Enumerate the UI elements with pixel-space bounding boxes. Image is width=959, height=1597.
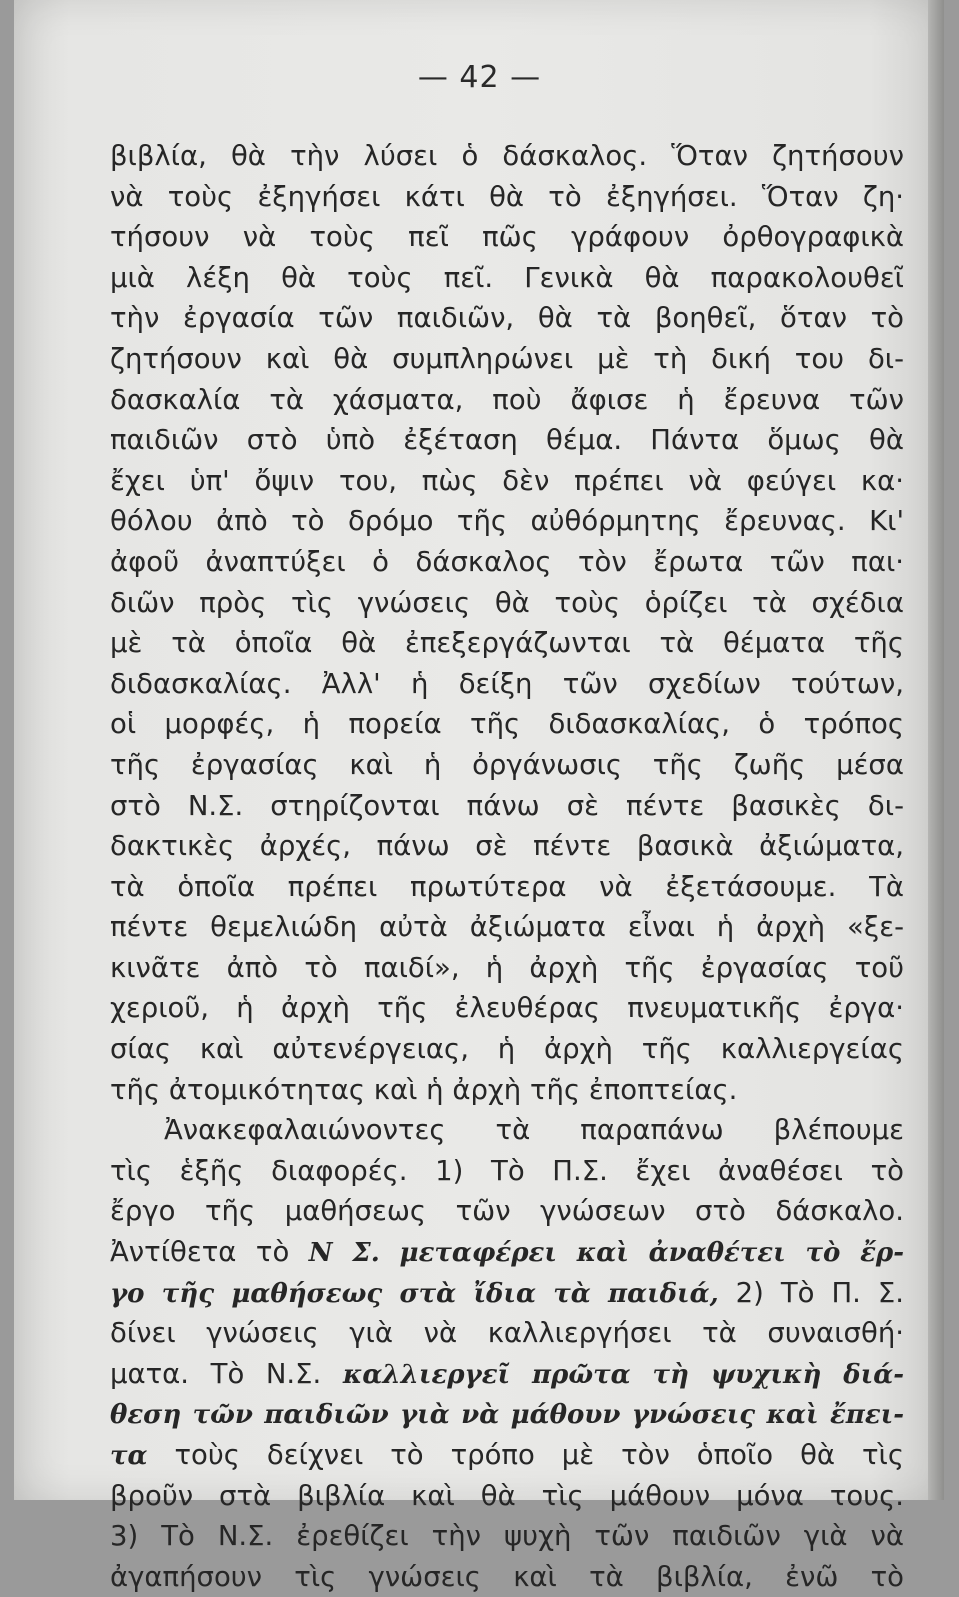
text-line: [110, 298, 904, 339]
text-segment: χεριοῦ, ἡ ἀρχὴ τῆς ἐλευθέρας πνευματικῆς ἐργα·: [110, 992, 904, 1025]
text-segment: τοὺς δείχνει τὸ τρόπο μὲ τὸν ὁποῖο θὰ τὶς: [147, 1439, 904, 1471]
text-segment: 2) Τὸ Π. Σ.: [718, 1276, 904, 1309]
text-segment: παιδιῶν στὸ ὑπὸ ἐξέταση θέμα. Πάντα ὅμως θὰ: [110, 424, 904, 457]
text-line: [110, 1557, 904, 1597]
body-text: [110, 136, 904, 1597]
text-line: [110, 1110, 904, 1151]
text-segment: τῆς ἀτομικότητας καὶ ἡ ἀρχὴ τῆς ἐποπτείας.: [110, 1073, 738, 1106]
text-segment: θόλου ἀπὸ τὸ δρόμο τῆς αὐθόρμητης ἔρευνας. Κι': [110, 505, 904, 538]
text-segment: δασκαλία τὰ χάσματα, ποὺ ἄφισε ἡ ἔρευνα τῶν: [110, 383, 904, 416]
text-segment: διῶν πρὸς τὶς γνώσεις θὰ τοὺς ὁρίζει τὰ σχέδια: [110, 586, 904, 619]
text-segment: κινᾶτε ἀπὸ τὸ παιδί», ἡ ἀρχὴ τῆς ἐργασίας τοῦ: [110, 951, 904, 984]
text-line: [110, 136, 904, 177]
text-segment: δακτικὲς ἀρχές, πάνω σὲ πέντε βασικὰ ἀξιώματα,: [110, 830, 904, 863]
text-line: [110, 177, 904, 218]
page-binding-edge: [928, 0, 944, 1500]
text-segment: μιὰ λέξη θὰ τοὺς πεῖ. Γενικὰ θὰ παρακολουθεῖ: [110, 261, 904, 294]
text-line: [110, 1476, 904, 1517]
text-segment: τῆς ἐργασίας καὶ ἡ ὀργάνωσις τῆς ζωῆς μέσα: [110, 748, 904, 781]
text-line: [110, 1070, 904, 1111]
text-line: [110, 1394, 904, 1435]
text-segment: βιβλία, θὰ τὴν λύσει ὁ δάσκαλος. Ὅταν ζητήσουν: [110, 140, 904, 172]
text-line: [110, 420, 904, 461]
text-line: [110, 1313, 904, 1354]
text-segment: πέντε θεμελιώδη αὐτὰ ἀξιώματα εἶναι ἡ ἀρχὴ «ξε-: [110, 911, 904, 944]
text-segment: τὶς ἑξῆς διαφορές. 1) Τὸ Π.Σ. ἔχει ἀναθέσει τὸ: [110, 1154, 904, 1187]
text-line: [110, 217, 904, 258]
text-line: [110, 664, 904, 705]
text-line: [110, 1273, 904, 1314]
text-line: [110, 786, 904, 827]
text-line: [110, 1516, 904, 1557]
text-line: [110, 258, 904, 299]
text-segment: δίνει γνώσεις γιὰ νὰ καλλιεργήσει τὰ συναισθή·: [110, 1317, 904, 1350]
text-line: [110, 339, 904, 380]
text-segment: νὰ τοὺς ἐξηγήσει κάτι θὰ τὸ ἐξηγήσει. Ὅταν ζη·: [110, 180, 904, 213]
text-segment: οἱ μορφές, ἡ πορεία τῆς διδασκαλίας, ὁ τρόπος: [110, 708, 904, 741]
text-line: [110, 1435, 904, 1476]
text-segment: ἀγαπήσουν τὶς γνώσεις καὶ τὰ βιβλία, ἐνῶ τὸ: [110, 1560, 904, 1593]
text-line: [110, 988, 904, 1029]
text-segment: Ἀντίθετα τὸ: [110, 1236, 309, 1269]
text-segment: σίας καὶ αὐτενέργειας, ἡ ἀρχὴ τῆς καλλιεργείας: [110, 1033, 904, 1066]
text-segment: μὲ τὰ ὁποῖα θὰ ἐπεξεργάζωνται τὰ θέματα τῆς: [110, 627, 904, 660]
text-line: [110, 948, 904, 989]
italic-text-segment: γο τῆς μαθήσεως στὰ ἴδια τὰ παιδιά,: [110, 1278, 719, 1309]
text-segment: τὰ ὁποῖα πρέπει πρωτύτερα νὰ ἐξετάσουμε. Τὰ: [110, 870, 904, 903]
text-line: [110, 501, 904, 542]
page-number: — 42 —: [417, 60, 542, 95]
text-line: [110, 826, 904, 867]
text-line: [110, 542, 904, 583]
text-line: [110, 1151, 904, 1192]
text-line: [110, 1191, 904, 1232]
italic-text-segment: Ν Σ. μεταφέρει καὶ ἀναθέτει τὸ ἔρ-: [308, 1238, 904, 1269]
text-line: [110, 1232, 904, 1273]
text-line: [110, 380, 904, 421]
text-line: [110, 1029, 904, 1070]
italic-text-segment: θεση τῶν παιδιῶν γιὰ νὰ μάθουν γνώσεις καὶ ἔπει-: [110, 1400, 904, 1431]
text-segment: τήσουν νὰ τοὺς πεῖ πῶς γράφουν ὀρθογραφικὰ: [110, 221, 904, 254]
text-line: [110, 583, 904, 624]
text-line: [110, 623, 904, 664]
text-segment: ματα. Τὸ Ν.Σ.: [110, 1357, 343, 1390]
text-segment: βροῦν στὰ βιβλία καὶ θὰ τὶς μάθουν μόνα τους.: [110, 1479, 904, 1512]
text-line: [110, 461, 904, 502]
text-segment: διδασκαλίας. Ἀλλ' ἡ δείξη τῶν σχεδίων τούτων,: [110, 667, 904, 700]
italic-text-segment: καλλιεργεῖ πρῶτα τὴ ψυχικὴ διά-: [342, 1359, 904, 1390]
text-line: [110, 867, 904, 908]
text-segment: ἔχει ὑπ' ὄψιν του, πὼς δὲν πρέπει νὰ φεύγει κα·: [110, 464, 904, 497]
text-segment: τὴν ἐργασία τῶν παιδιῶν, θὰ τὰ βοηθεῖ, ὅταν τὸ: [110, 302, 904, 335]
text-line: [110, 745, 904, 786]
text-line: [110, 704, 904, 745]
text-line: [110, 1354, 904, 1395]
text-segment: στὸ Ν.Σ. στηρίζονται πάνω σὲ πέντε βασικὲς δι-: [110, 789, 904, 822]
text-segment: ἔργο τῆς μαθήσεως τῶν γνώσεων στὸ δάσκαλο.: [110, 1195, 904, 1228]
text-segment: ζητήσουν καὶ θὰ συμπληρώνει μὲ τὴ δική του δι-: [110, 342, 904, 375]
text-segment: 3) Τὸ Ν.Σ. ἐρεθίζει τὴν ψυχὴ τῶν παιδιῶν γιὰ νὰ: [110, 1520, 904, 1553]
text-line: [110, 907, 904, 948]
text-segment: ἀφοῦ ἀναπτύξει ὁ δάσκαλος τὸν ἔρωτα τῶν παι·: [110, 545, 904, 578]
italic-text-segment: τα: [110, 1441, 148, 1471]
text-segment: Ἀνακεφαλαιώνοντες τὰ παραπάνω βλέπουμε: [164, 1114, 904, 1147]
